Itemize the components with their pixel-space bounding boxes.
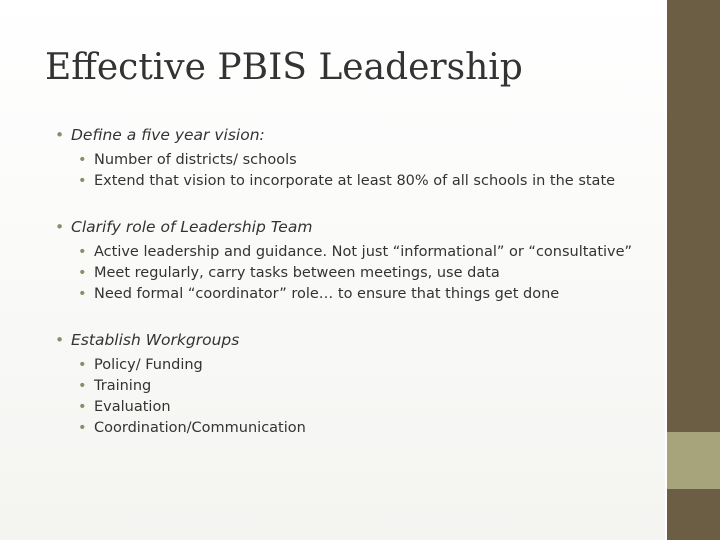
section-heading-text: Define a five year vision:: [71, 126, 265, 144]
bullet-icon: •: [78, 399, 87, 415]
section-leadership-team: [48, 216, 638, 305]
section-heading: [48, 124, 638, 146]
list-item-text: Number of districts/ schools: [94, 152, 297, 168]
list-item: [48, 150, 638, 171]
list-item-text: Policy/ Funding: [94, 357, 203, 373]
bullet-icon: •: [78, 378, 87, 394]
bullet-icon: •: [78, 265, 87, 281]
sub-list: [48, 150, 638, 192]
bullet-icon: •: [78, 420, 87, 436]
list-item: [48, 242, 638, 263]
list-item-text: Extend that vision to incorporate at least 80% of all schools in the state: [94, 173, 616, 189]
bullet-icon: •: [78, 286, 87, 302]
section-workgroups: [48, 329, 638, 439]
section-heading-text: Clarify role of Leadership Team: [71, 218, 313, 236]
list-item: [48, 397, 638, 418]
bullet-icon: •: [55, 218, 65, 236]
bullet-icon: •: [78, 357, 87, 373]
list-item-text: Training: [94, 378, 152, 394]
list-item: [48, 376, 638, 397]
sidebar-accent-block: [667, 432, 720, 489]
list-item: [48, 284, 638, 305]
section-heading: [48, 216, 638, 238]
list-item: [48, 263, 638, 284]
section-heading-text: Establish Workgroups: [71, 331, 240, 349]
list-item: [48, 418, 638, 439]
slide-title: Effective PBIS Leadership: [45, 47, 523, 88]
sub-list: [48, 242, 638, 305]
slide-content: [48, 124, 638, 439]
section-heading: [48, 329, 638, 351]
list-item: [48, 171, 638, 192]
list-item-text: Coordination/Communication: [94, 420, 306, 436]
bullet-icon: •: [55, 126, 65, 144]
list-item: [48, 355, 638, 376]
list-item-text: Evaluation: [94, 399, 171, 415]
bullet-icon: •: [78, 173, 87, 189]
list-item-text: Need formal “coordinator” role… to ensure that things get done: [94, 286, 560, 302]
bullet-icon: •: [78, 244, 87, 260]
section-vision: [48, 124, 638, 192]
bullet-icon: •: [78, 152, 87, 168]
sub-list: [48, 355, 638, 439]
list-item-text: Active leadership and guidance. Not just “informational” or “consultative”: [94, 244, 633, 260]
list-item-text: Meet regularly, carry tasks between meetings, use data: [94, 265, 500, 281]
bullet-icon: •: [55, 331, 65, 349]
